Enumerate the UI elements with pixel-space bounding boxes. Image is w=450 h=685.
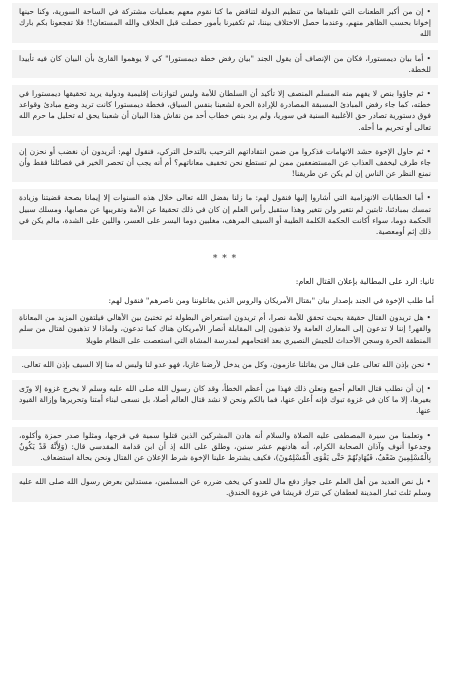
section-heading: ثانيا: الرد على المطالبة بإعلان القتال العام: [295, 277, 434, 287]
paragraph-box: • أما الخطابات الانهزامية التي أشاروا إليها فنقول لهم: ما زلنا بفضل الله تعالى خلال هذه السنوات إلا إيمانا بصحة قضيتنا وزيادة تمسك بمبادئنا، ثابتين لم نتغير ولن نتغير وهذا ستقبل رأس العلم إن كان في ذلك تحقيقا عن الأمة وتقريبها عن مصابها، ومسلك سبيل الحكمة دوما، سواء أكانت الحكمة الكلمة الطيبة أو السيف المرهف، مغلبين دوما اليسر على العسر، واللين على الشدة، مالم يكن في ذلك إثم أومعصية. [12, 189, 438, 240]
paragraph-box: • نحن بإذن الله تعالى على قتال من يقاتلنا عازمون، وكل من يدخل لأرضنا غازيا، فهو عدو لنا وليس له منا إلا السيف بإذن الله تعالى. [12, 356, 438, 373]
paragraph-box: • ثم جاؤوا بنص لا يفهم منه المسلم المنصف إلا تأكيد أن السلطان للأمة وليس لتوازنات إقليمية ودولية يريد تحقيقها ديمستورا في خطته، كما جاء رفض المبادئ المسبقة المصادرة للإرادة الحرة لشعبنا بنفس السياق، فخطة ديمستورا كانت تريد وضع مبادئ وقواعد فوق دستورية تصادر حق الأغلبية السنية في سوريا، ولم يرد بنص خطاب أحد من نقاش هذا البيان أن شعبنا يحق له تحليل ما حرم الله تعالى أو تحريم ما أحله. [12, 85, 438, 136]
paragraph-box: • هل تريدون القتال حقيقة بحيث تحقق للأمة نصرا، أم تريدون استعراض البطولة ثم تختبئ بين الأهالي فيلتقون المزيد من المعاناة والقهر! إننا لا تدعون إلى المعارك العامة ولا تذهبون إلى المقابلة أنصار الأمريكان هناك كما تدعون، ولماذا لا تذهبون لقتال من سلم المنطقة الحرة وسجن الأحداث للجيش النصيري بعد اقتحامهم لمدرسة المشاة التي استعصت على النظام طويلا [12, 309, 438, 349]
paragraph-box: • أما بيان ديمستورا، فكان من الإنصاف أن يقول الجند "بيان رفض خطة ديمستورا" كي لا يوهموا القارئ بأن البيان كان فيه تأييدا للخطة. [12, 50, 438, 78]
section-intro: أما طلب الإخوة في الجند بإصدار بيان "بقتال الأمريكان والروس الذين يقاتلوننا ومن ناصرهم" فنقول لهم: [108, 296, 434, 306]
paragraph-box: • بل نص العديد من أهل العلم على جواز دفع مال للعدو كي يخف ضرره عن المسلمين، مستدلين بعرض رسول الله صلى الله عليه وسلم ثلث ثمار المدينة لغطفان كي تترك قريشا في غزوة الخندق. [12, 473, 438, 501]
paragraph-box: • إن من أكبر الطعنات التي تلقيناها من تنظيم الدولة لتناقض ما كنا نقوم معهم بعمليات مشتركة في الساحة السورية، وكنا حينها إخوانا بحسب الظاهر منهم، وعندما حصل الاختلاف بيننا، ثم تكفيرنا بأمور حصلت قبل الخلاف والله المستعان!! فلا تفجعونا بكم بارك الله [12, 3, 438, 43]
paragraph-box: • ثم حاول الإخوة حشد الاتهامات فذكروا من ضمن انتقاداتهم الترحيب بالتدخل التركي، فنقول لهم: أتريدون أن نغضب أو نحزن إن جاء طرف ليخفف العذاب عن المستضعفين ممن لم تستطع نحن تخفيف معاناتهم؟ أم أنه يجب أن تحصر الخير في فصائلنا فقط وأن نمنع النظر عن الناس إن لم يكن عن طريقنا! [12, 143, 438, 183]
paragraph-box: • إن أن نطلب قتال العالم أجمع ونعلن ذلك فهذا من أعظم الخطأ، وقد كان رسول الله صلى الله عليه وسلم لا يخرج غزوة إلا ورّى بغيرها، إلا ما كان في غزوة تبوك فإنه أعلن عنها، فما بالكم ونحن لا نشد قتال العالم أصلا، بل نسعى لبناء أمتنا وتحريرها وإزالة القيود عنها. [12, 380, 438, 420]
section-divider: * * * [212, 254, 238, 265]
paragraph-box: • وتعلمنا من سيرة المصطفى عليه الصلاة والسلام أنه هادن المشركين الذين قتلوا سمية في فرجها، ومثلوا صدر حمزة وأكلوه، وجدعوا أنوف وآذان الصحابة الكرام، أنه هادنهم عشر سنين، وطلق على الله إذ أن ابن قدامة المقدسي قال: (وَلِأَنَّهُ قَدْ يَكُونُ بِالْمُسْلِمِينَ ضَعْفٌ، فَيُهَادِنُهُمْ حَتَّى يَقْوَى الْمُسْلِمُونَ)، فكيف يشترط علينا الإخوة شرط الإعلان عن القتال ونحن بحالة استضعاف. [12, 427, 438, 467]
